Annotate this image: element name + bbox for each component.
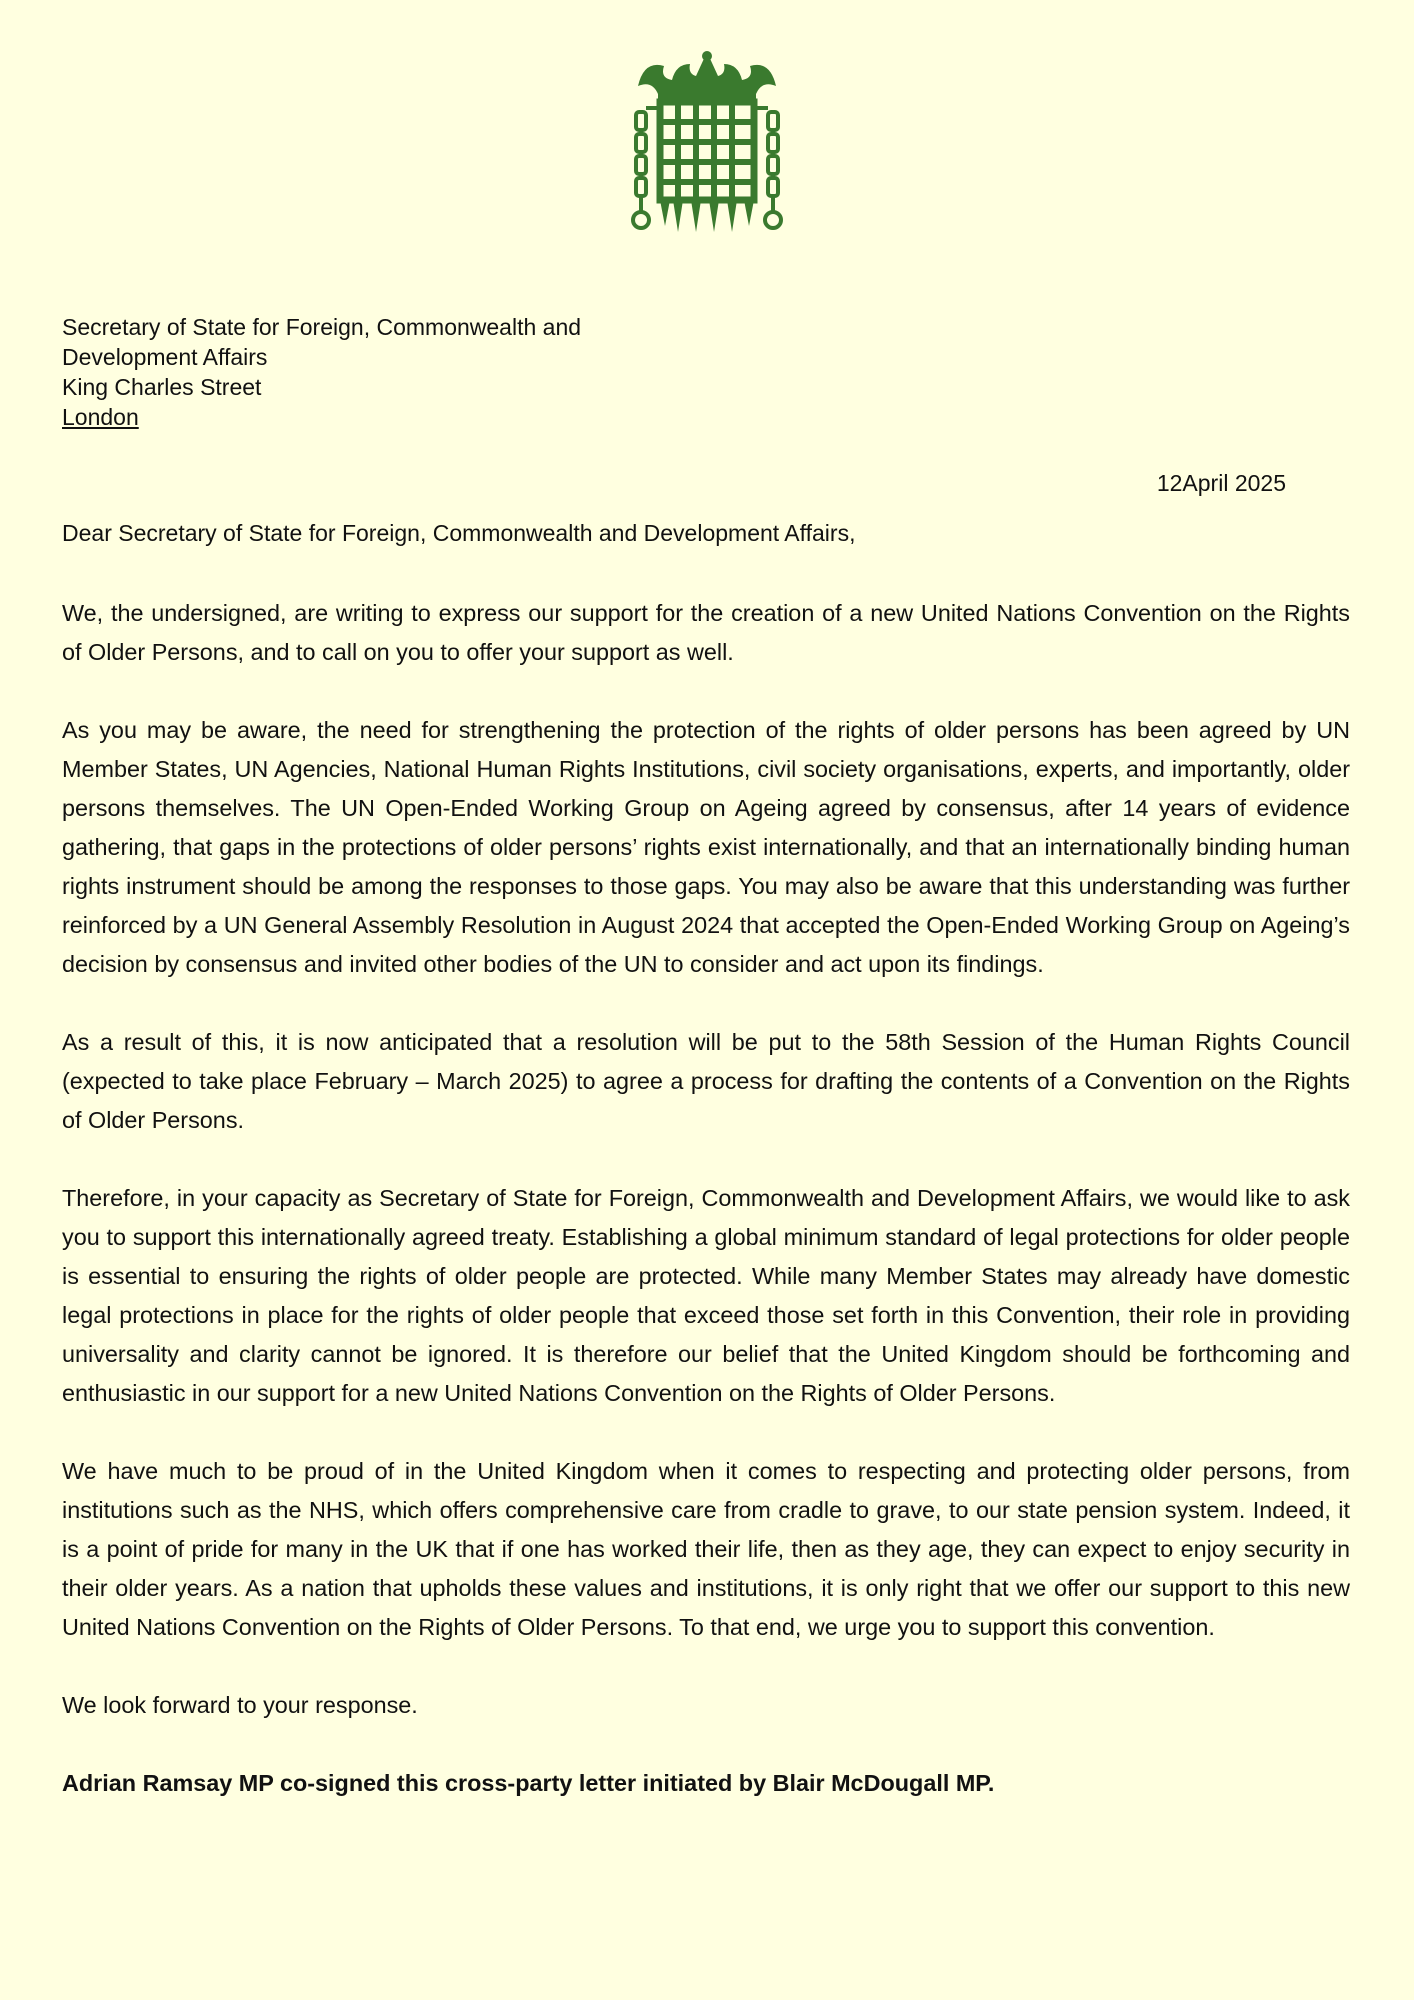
salutation: Dear Secretary of State for Foreign, Commonwealth and Development Affairs, (62, 520, 856, 546)
recipient-line: Development Affairs (62, 344, 268, 370)
body-paragraph: As a result of this, it is now anticipated that a resolution will be put to the 58th Session of the Human Rights Council (expected to take place February – March 2025) to agree a process for drafting the contents of a Convention on the Rights of Older Persons. (62, 1029, 1350, 1133)
body-paragraph: Therefore, in your capacity as Secretary of State for Foreign, Commonwealth and Development Affairs, we would like to ask you to support this internationally agreed treaty. Establishing a global minimum standard of legal protections for older people is essential to ensuring the rights of older people are protected. While many Member States may already have domestic legal protections in place for the rights of older people that exceed those set forth in this Convention, their role in providing universality and clarity cannot be ignored. It is therefore our belief that the United Kingdom should be forthcoming and enthusiastic in our support for a new United Nations Convention on the Rights of Older Persons. (62, 1185, 1350, 1406)
body-paragraph: We have much to be proud of in the United Kingdom when it comes to respecting and protecting older persons, from institutions such as the NHS, which offers comprehensive care from cradle to grave, to our state pension system. Indeed, it is a point of pride for many in the UK that if one has worked their life, then as they age, they can expect to enjoy security in their older years. As a nation that upholds these values and institutions, it is only right that we offer our support to this new United Nations Convention on the Rights of Older Persons. To that end, we urge you to support this convention. (62, 1458, 1350, 1640)
body-paragraph: As you may be aware, the need for strengthening the protection of the rights of older persons has been agreed by UN Member States, UN Agencies, National Human Rights Institutions, civil society organisations, experts, and importantly, older persons themselves. The UN Open-Ended Working Group on Ageing agreed by consensus, after 14 years of evidence gathering, that gaps in the protections of older persons’ rights exist internationally, and that an internationally binding human rights instrument should be among the responses to those gaps. You may also be aware that this understanding was further reinforced by a UN General Assembly Resolution in August 2024 that accepted the Open-Ended Working Group on Ageing’s decision by consensus and invited other bodies of the UN to consider and act upon its findings. (62, 717, 1350, 977)
portcullis-crest-icon (630, 50, 784, 238)
letter-body (62, 594, 1350, 1842)
recipient-city: London (62, 404, 139, 430)
body-paragraph: We, the undersigned, are writing to express our support for the creation of a new United Nations Convention on the Rights of Older Persons, and to call on you to offer your support as well. (62, 600, 1350, 665)
recipient-line: Secretary of State for Foreign, Commonwealth and (62, 314, 582, 340)
closing-line: We look forward to your response. (62, 1692, 418, 1718)
recipient-address (62, 312, 581, 432)
recipient-line: King Charles Street (62, 374, 262, 400)
signoff: Adrian Ramsay MP co-signed this cross-party letter initiated by Blair McDougall MP. (62, 1770, 995, 1796)
letter-date: 12April 2025 (1156, 470, 1286, 496)
